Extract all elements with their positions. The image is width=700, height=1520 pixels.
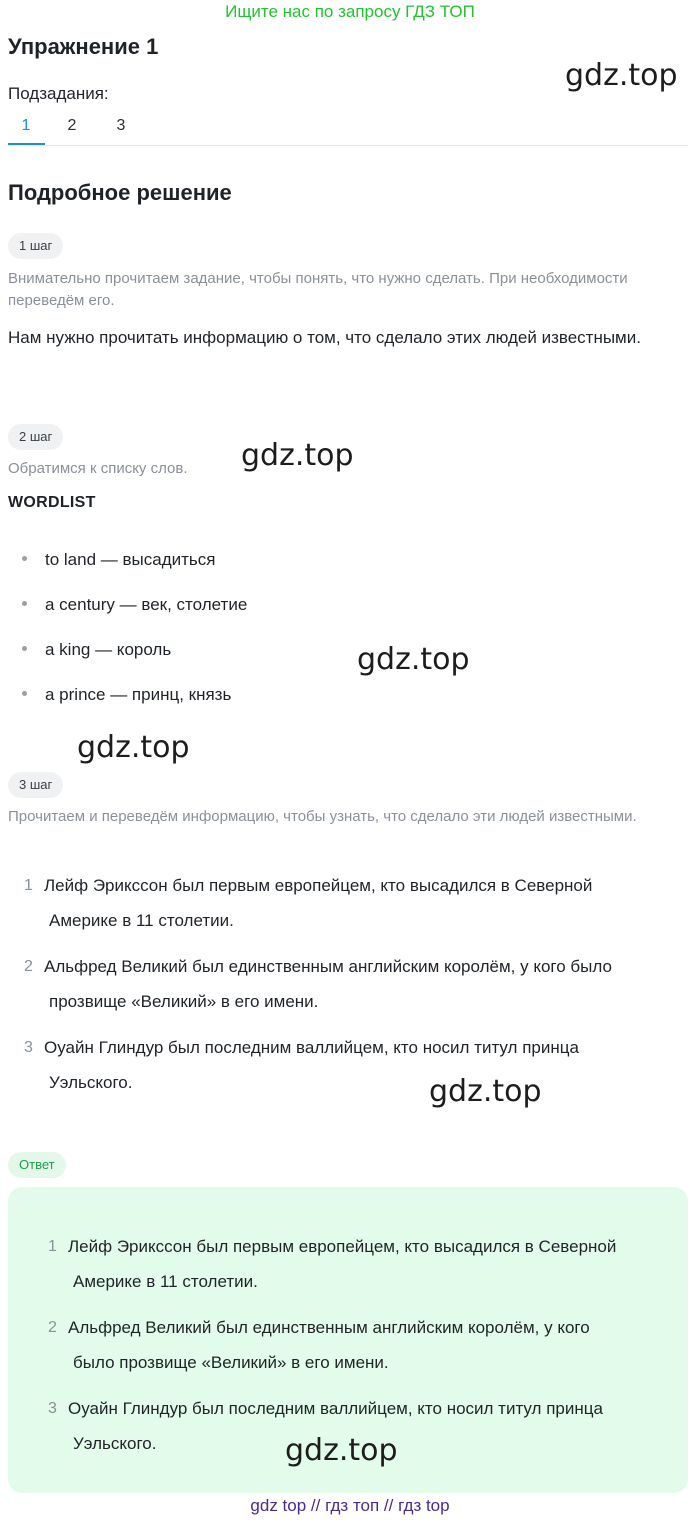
item-number: 1 [24, 877, 33, 894]
list-item [24, 949, 684, 1019]
bullet-icon [22, 556, 27, 561]
item-line: Альфред Великий был единственным английским королём, у кого было [44, 957, 612, 976]
item-line: Уэльского. [73, 1434, 157, 1453]
item-line: Америке в 11 столетии. [73, 1272, 258, 1291]
item-line: Оуайн Глиндур был последним валлийцем, кто носил титул принца [68, 1399, 603, 1418]
active-tab-indicator [8, 143, 45, 145]
bullet-icon [22, 691, 27, 696]
item-line: Уэльского. [49, 1073, 133, 1092]
step-2-hint: Обратимся к списку слов. [8, 460, 188, 477]
wordlist-item [22, 548, 215, 572]
item-number: 2 [24, 958, 33, 975]
item-line: Америке в 11 столетии. [49, 911, 234, 930]
watermark: gdz.top [357, 642, 470, 677]
item-number: 1 [48, 1238, 57, 1255]
item-line: Альфред Великий был единственным английским королём, у кого [68, 1318, 590, 1337]
watermark: gdz.top [565, 58, 678, 93]
item-number: 2 [48, 1319, 57, 1336]
promo-banner[interactable]: Ищите нас по запросу ГДЗ ТОП [225, 2, 475, 21]
item-number: 3 [48, 1400, 57, 1417]
tab-subtask-1[interactable]: 1 [21, 117, 31, 134]
step-3-badge: 3 шаг [8, 772, 63, 798]
item-number: 3 [24, 1039, 33, 1056]
watermark: gdz.top [285, 1433, 398, 1468]
solution-title: Подробное решение [8, 180, 232, 205]
exercise-title: Упражнение 1 [8, 34, 159, 59]
tab-subtask-3[interactable]: 3 [116, 117, 126, 134]
step-2-badge: 2 шаг [8, 424, 63, 450]
item-line: прозвище «Великий» в его имени. [49, 992, 319, 1011]
step-1-hint: Внимательно прочитаем задание, чтобы понять, что нужно сделать. При необходимости переведём его. [8, 270, 628, 309]
subtasks-label: Подзадания: [8, 84, 109, 103]
item-line: Оуайн Глиндур был последним валлийцем, кто носил титул принца [44, 1038, 579, 1057]
word-text: to land — высадиться [45, 550, 216, 569]
wordlist-item [22, 593, 247, 617]
tabs-divider [8, 145, 688, 146]
word-text: a century — век, столетие [45, 595, 248, 614]
wordlist-item [22, 638, 171, 662]
bullet-icon [22, 646, 27, 651]
step-3-hint: Прочитаем и переведём информацию, чтобы узнать, что сделало эти людей известными. [8, 808, 637, 825]
word-text: a prince — принц, князь [45, 685, 232, 704]
tab-subtask-2[interactable]: 2 [67, 117, 77, 134]
step-1-text: Нам нужно прочитать информацию о том, что сделало этих людей известными. [8, 328, 641, 347]
item-line: Лейф Эрикссон был первым европейцем, кто высадился в Северной [68, 1237, 617, 1256]
item-line: было прозвище «Великий» в его имени. [73, 1353, 389, 1372]
watermark: gdz.top [241, 438, 354, 473]
wordlist-item [22, 683, 231, 707]
bullet-icon [22, 601, 27, 606]
watermark: gdz.top [77, 730, 190, 765]
answer-item [48, 1229, 678, 1299]
answer-item [48, 1310, 678, 1380]
wordlist-title: WORDLIST [8, 494, 96, 511]
answer-badge: Ответ [8, 1152, 66, 1178]
footer-links[interactable]: gdz top // гдз топ // гдз top [250, 1496, 450, 1515]
watermark: gdz.top [429, 1074, 542, 1109]
step-1-badge: 1 шаг [8, 233, 63, 259]
item-line: Лейф Эрикссон был первым европейцем, кто высадился в Северной [44, 876, 593, 895]
list-item [24, 868, 684, 938]
list-item [24, 1030, 684, 1100]
word-text: a king — король [45, 640, 172, 659]
